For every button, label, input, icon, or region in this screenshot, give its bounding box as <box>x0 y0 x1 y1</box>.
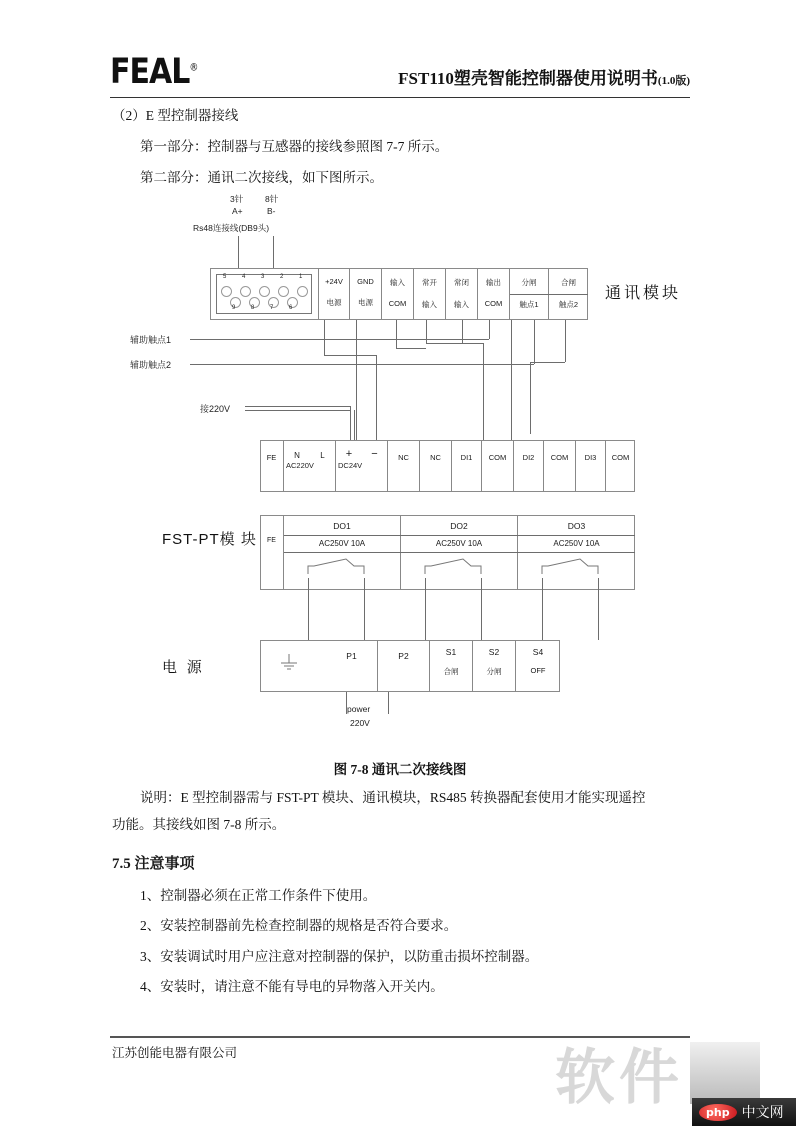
power-terminal-ground <box>260 640 326 692</box>
fstpt-terminal-com2 <box>544 440 576 492</box>
wire-contact-down <box>565 320 566 362</box>
db9-pin-8-label: 8 <box>251 305 255 311</box>
wire-gnd-down <box>356 320 357 440</box>
power-terminal-p1 <box>326 640 378 692</box>
fstpt-terminal-plus-label: + <box>345 448 353 460</box>
comm-terminal-3-bottom: COM <box>388 299 407 308</box>
rs485-pin-a-number: 3针 <box>230 194 244 204</box>
comm-terminal-1 <box>318 269 350 319</box>
db9-pin-5-label: 5 <box>223 274 227 280</box>
fstpt-terminal-fe <box>260 440 284 492</box>
comm-terminal-5-bottom: 输入 <box>454 300 469 309</box>
db9-pin-6-label: 6 <box>289 305 293 311</box>
fstpt-dc24v-label: DC24V <box>338 461 363 470</box>
fstpt-terminal-com2-label: COM <box>550 453 569 462</box>
wire-do1-b <box>364 578 365 640</box>
paragraph-part-one: 第一部分：控制器与互感器的接线参照图 7-7 所示。 <box>140 139 449 154</box>
fstpt-terminal-l-label: L <box>320 451 325 460</box>
section-title: 注意事项 <box>134 856 195 872</box>
wiring-diagram <box>110 190 690 760</box>
comm-terminal-4-top: 常开 <box>422 278 437 287</box>
comm-terminal-1-top: +24V <box>325 277 343 286</box>
relay-contact-symbol-do1 <box>306 556 382 578</box>
fstpt-terminal-di2-label: DI2 <box>522 453 535 462</box>
db9-pin-circle <box>240 286 251 297</box>
comm-terminal-8-top: 合闸 <box>561 278 576 287</box>
fstpt-terminal-di1 <box>452 440 482 492</box>
wire-in-com-across <box>396 348 426 349</box>
fstpt-output-do2-name: DO2 <box>450 521 468 531</box>
note-item-1: 1、控制器必须在正常工作条件下使用。 <box>140 888 377 903</box>
supply-power-label: power <box>347 704 371 714</box>
comm-terminal-5 <box>446 269 478 319</box>
relay-contact-symbol-do3 <box>540 556 616 578</box>
wire-24v-to-plus <box>376 355 377 440</box>
note-item-2: 2、安装控制器前先检查控制器的规格是否符合要求。 <box>140 918 458 933</box>
figure-caption: 图 7-8 通讯二次接线图 <box>333 762 467 777</box>
ac220v-line-top <box>245 406 350 407</box>
db9-pin-4-label: 4 <box>242 274 246 280</box>
fstpt-terminal-nc1 <box>388 440 420 492</box>
fstpt-terminal-di3 <box>576 440 606 492</box>
power-terminal-s4 <box>516 640 560 692</box>
wire-do1-a <box>308 578 309 640</box>
header-title-cn: 塑壳智能控制器使用说明书 <box>453 69 658 88</box>
ac220v-input-label: 接220V <box>200 404 231 414</box>
ac220v-riser-l <box>354 410 355 440</box>
fstpt-terminal-nc2 <box>420 440 452 492</box>
do-rating-divider <box>284 552 635 553</box>
wire-do2-b <box>481 578 482 640</box>
power-terminal-p2-label: P2 <box>398 651 409 661</box>
wire-in-com-down <box>396 320 397 348</box>
ac220v-riser-n <box>350 406 351 440</box>
comm-terminal-6-top: 输出 <box>486 278 501 287</box>
power-terminal-s1-function: 合闸 <box>443 667 459 676</box>
comm-terminal-4-bottom: 输入 <box>422 300 437 309</box>
comm-terminal-2-top: GND <box>357 277 374 286</box>
watermark-block <box>690 1042 760 1104</box>
page-header <box>110 52 690 98</box>
paragraph-part-two: 第二部分：通讯二次接线，如下图所示。 <box>140 170 383 185</box>
power-block-title: 电 源 <box>162 660 205 676</box>
comm-terminal-1-bottom: 电源 <box>326 298 342 307</box>
comm-module-title: 通讯模块 <box>605 285 682 302</box>
wire-do2-a <box>425 578 426 640</box>
comm-terminal-6 <box>478 269 510 319</box>
fstpt-output-do1-name: DO1 <box>333 521 351 531</box>
comm-terminal-6-bottom: COM <box>484 299 503 308</box>
wire-24v-across <box>324 355 376 356</box>
fstpt-terminal-nc2-label: NC <box>430 453 441 462</box>
fstpt-terminal-nc1-label: NC <box>398 453 409 462</box>
aux-contact-1-label: 辅助触点1 <box>130 335 172 345</box>
power-terminal-p2 <box>378 640 430 692</box>
power-terminal-s2-function: 分闸 <box>486 667 502 676</box>
aux-contact-2-riser <box>534 320 535 364</box>
rs485-pin-b-number: 8针 <box>265 194 279 204</box>
comm-terminal-2-bottom: 电源 <box>358 298 373 307</box>
section-7-5-heading <box>112 852 195 873</box>
wire-contact-riser <box>530 362 531 434</box>
fstpt-terminal-di2 <box>514 440 544 492</box>
note-item-4: 4、安装时，请注意不能有导电的异物落入开关内。 <box>140 979 444 994</box>
rs485-pin-a-label: A+ <box>232 206 243 216</box>
fstpt-module-title: FST-PT模 块 <box>162 531 257 548</box>
note-item-3: 3、安装调试时用户应注意对控制器的保护，以防重击损坏控制器。 <box>140 949 539 964</box>
fstpt-terminal-com3-label: COM <box>611 453 630 462</box>
registered-mark-icon: ® <box>189 62 198 74</box>
php-cn-badge <box>692 1098 796 1126</box>
header-title-version: (1.0版) <box>657 75 690 87</box>
header-title-model: FST110 <box>398 69 454 88</box>
aux-contact-1-riser <box>489 320 490 339</box>
comm-terminal-2 <box>350 269 382 319</box>
fstpt-terminal-com1 <box>482 440 514 492</box>
wire-no-across <box>426 343 483 344</box>
section-number: 7.5 <box>112 856 131 872</box>
db9-pin-1-label: 1 <box>299 274 303 280</box>
wire-no-down <box>426 320 427 343</box>
db9-pin-3-label: 3 <box>261 274 265 280</box>
comm-contact-split-line <box>510 294 588 295</box>
fstpt-output-fe <box>260 515 284 590</box>
comm-terminal-3-top: 输入 <box>390 278 405 287</box>
section-heading-e-type: （2）E 型控制器接线 <box>112 108 239 123</box>
wire-out-com-down <box>511 320 512 440</box>
comm-terminal-8-bottom: 触点2 <box>558 300 579 309</box>
footer-divider <box>110 1036 690 1038</box>
comm-terminal-7-bottom: 触点1 <box>519 300 539 309</box>
wire-do3-b <box>598 578 599 640</box>
db9-pin-9-label: 9 <box>232 305 236 311</box>
header-divider <box>110 97 690 98</box>
db9-pin-circle <box>221 286 232 297</box>
db9-connector <box>216 274 312 314</box>
power-terminal-s4-function: OFF <box>530 666 546 675</box>
fstpt-terminal-minus-label: − <box>371 448 378 460</box>
fstpt-terminal-fe-label: FE <box>266 453 277 462</box>
watermark-text: 软件 <box>555 1043 683 1113</box>
wire-di-riser <box>483 343 484 440</box>
footer-company: 江苏创能电器有限公司 <box>112 1046 238 1060</box>
supply-line-right <box>388 692 389 714</box>
wire-24v-down <box>324 320 325 355</box>
rs485-pin-b-label: B- <box>267 206 276 216</box>
fstpt-output-do3-name: DO3 <box>567 521 586 531</box>
supply-voltage-label: 220V <box>350 718 370 728</box>
power-terminal-s2 <box>473 640 516 692</box>
power-terminal-s4-label: S4 <box>532 647 544 657</box>
fstpt-terminal-minus <box>362 440 388 492</box>
relay-contact-symbol-do2 <box>423 556 499 578</box>
do-name-divider <box>284 535 635 536</box>
note-line-2: 功能。其接线如图 7-8 所示。 <box>112 817 286 832</box>
comm-terminal-4 <box>414 269 446 319</box>
php-badge-label: 中文网 <box>741 1106 784 1121</box>
fstpt-terminal-com1-label: COM <box>488 453 507 462</box>
fstpt-terminal-com3 <box>606 440 635 492</box>
fstpt-terminal-di1-label: DI1 <box>460 453 473 462</box>
db9-pin-circle <box>297 286 308 297</box>
fstpt-output-do3-rating: AC250V 10A <box>553 539 600 548</box>
db9-pin-circle <box>259 286 270 297</box>
comm-terminal-7-top: 分闸 <box>521 278 537 287</box>
feal-logo <box>110 52 197 92</box>
wire-nc-down <box>462 320 463 343</box>
aux-contact-2-label: 辅助触点2 <box>130 360 172 370</box>
power-terminal-s1-label: S1 <box>445 647 457 657</box>
wire-do3-a <box>542 578 543 640</box>
note-line-1: 说明：E 型控制器需与 FST-PT 模块、通讯模块，RS485 转换器配套使用才能实现遥控 <box>140 790 646 805</box>
comm-terminal-3 <box>382 269 414 319</box>
db9-pin-2-label: 2 <box>280 274 284 280</box>
db9-pin-circle <box>278 286 289 297</box>
fstpt-output-do2-rating: AC250V 10A <box>435 539 483 548</box>
fstpt-terminal-di3-label: DI3 <box>584 453 597 462</box>
db9-pin-7-label: 7 <box>270 305 274 311</box>
fstpt-output-do1-rating: AC250V 10A <box>318 539 366 548</box>
header-title <box>398 64 690 89</box>
power-terminal-s1 <box>430 640 473 692</box>
fstpt-ac220v-label: AC220V <box>286 461 314 470</box>
fstpt-output-fe-label: FE <box>267 537 276 544</box>
wire-contact-across <box>530 362 565 363</box>
ac220v-line-bottom <box>245 410 350 411</box>
fstpt-terminal-n-label: N <box>294 451 300 460</box>
comm-terminal-5-top: 常闭 <box>454 278 469 287</box>
power-terminal-s2-label: S2 <box>488 647 500 657</box>
logo-text: FEAL <box>110 52 190 93</box>
php-logo-icon: php <box>699 1104 737 1121</box>
rs485-cable-label: Rs48连接线(DB9头) <box>193 223 270 233</box>
aux-contact-1-line <box>190 339 489 340</box>
power-terminal-p1-label: P1 <box>346 651 357 661</box>
